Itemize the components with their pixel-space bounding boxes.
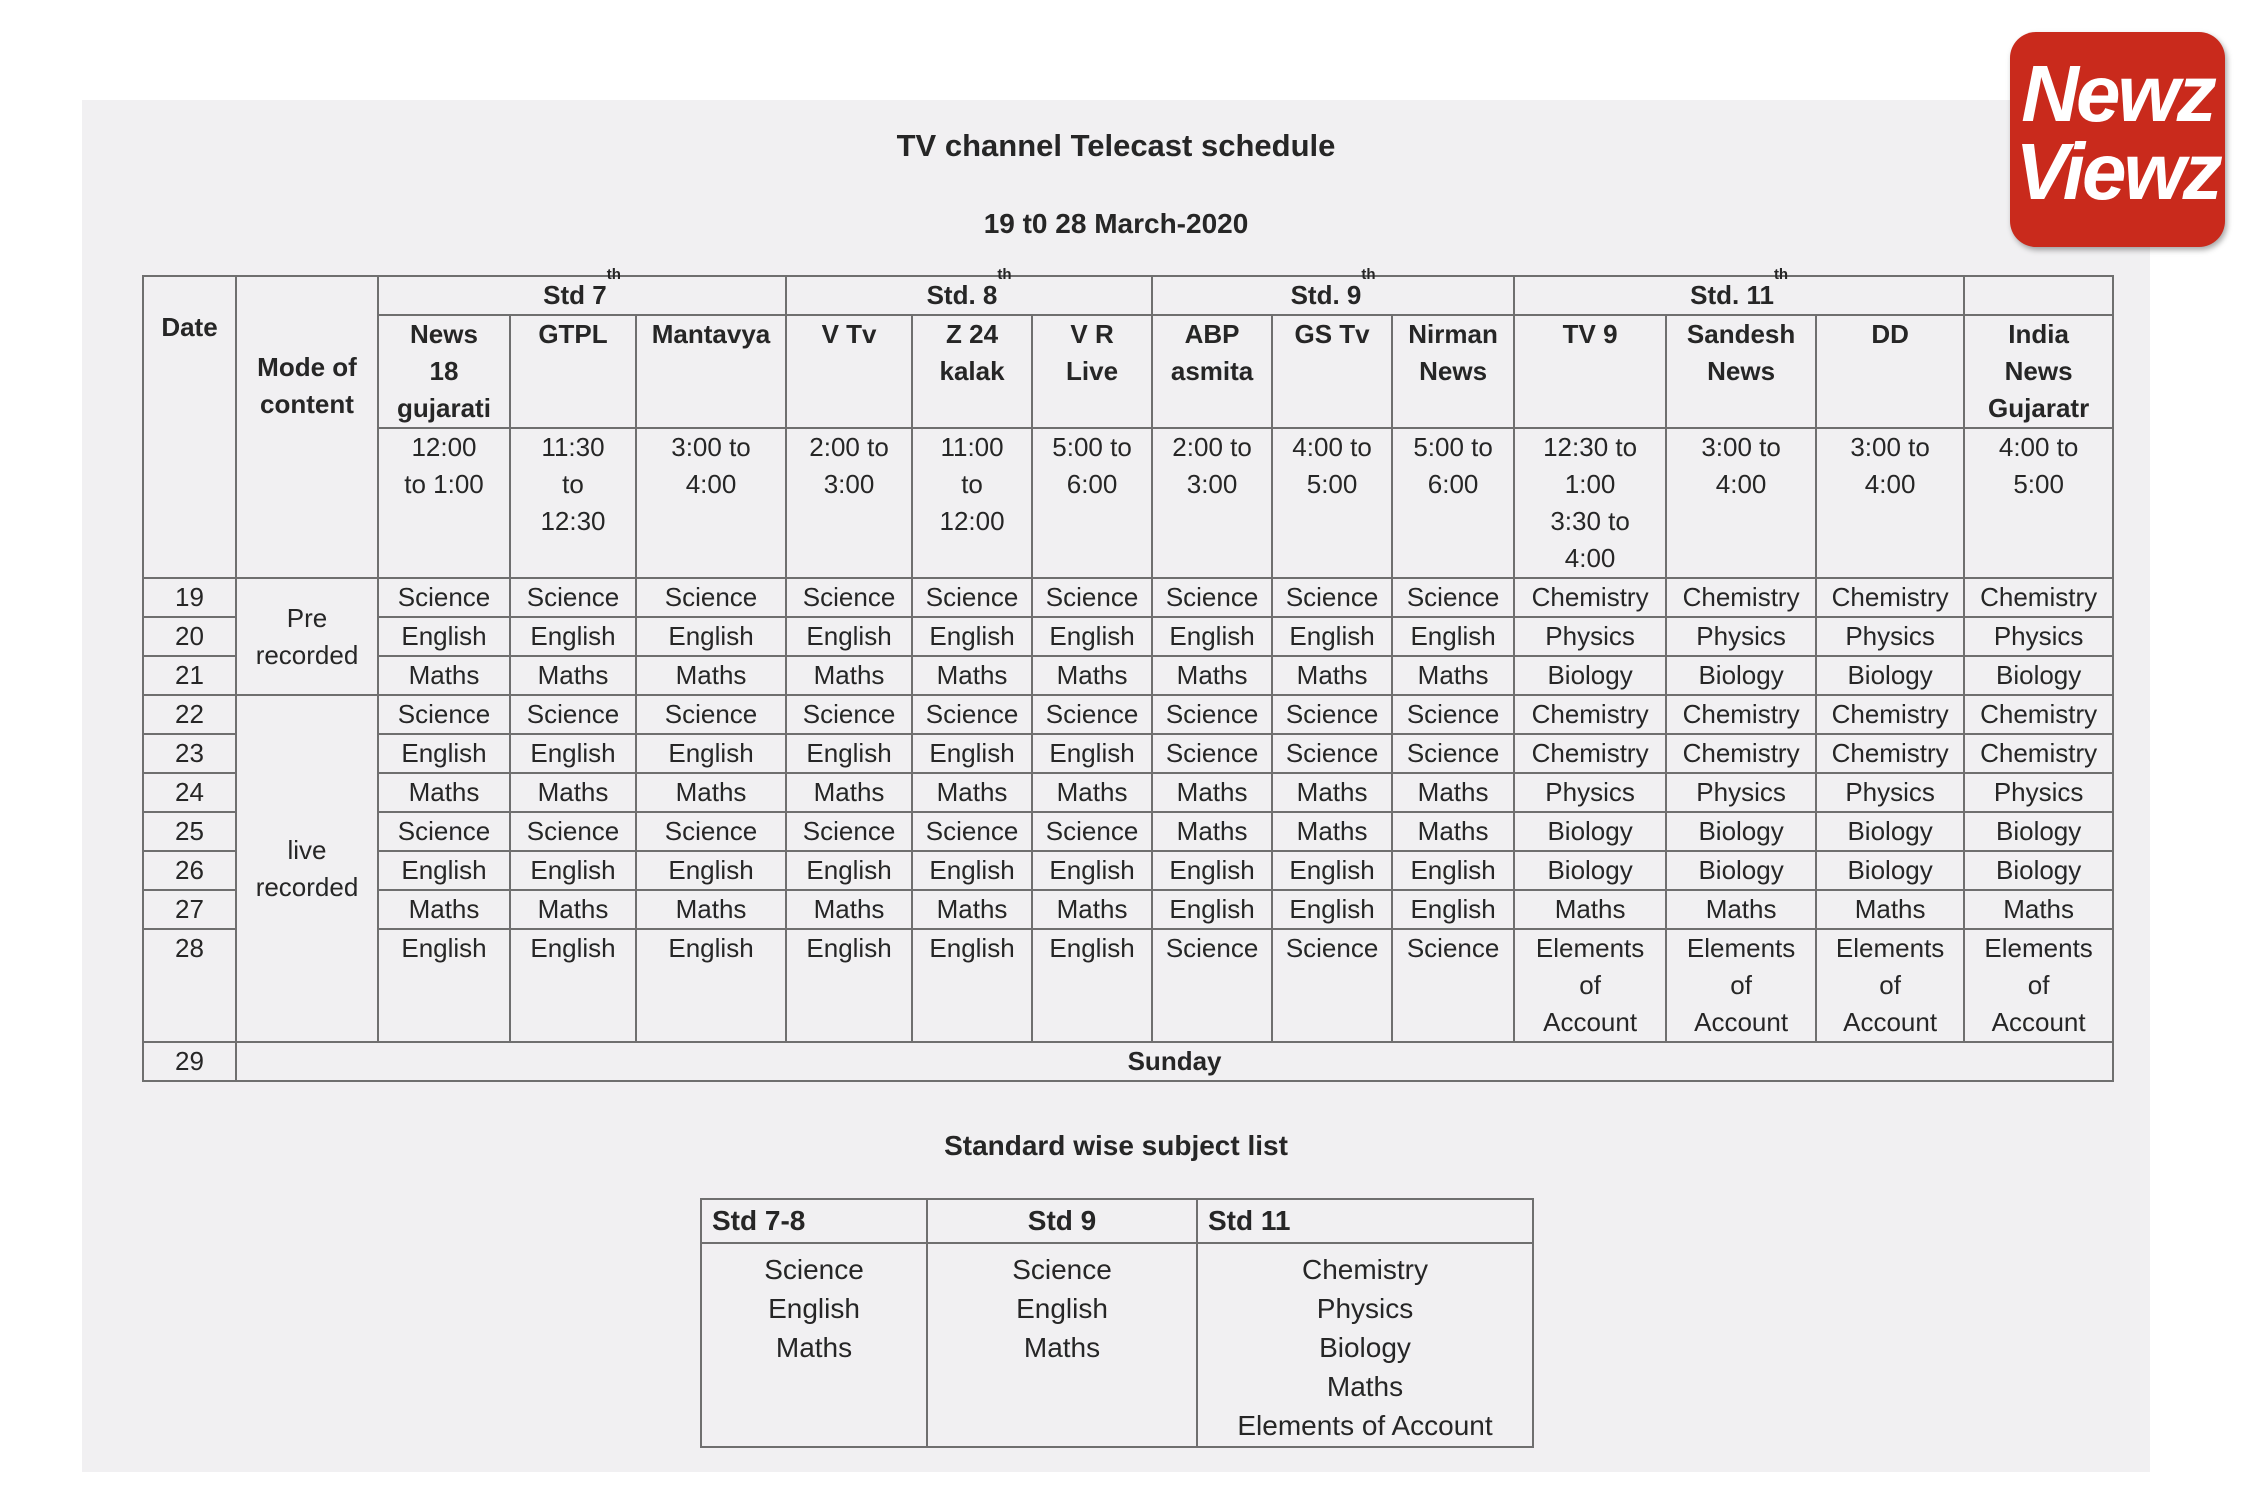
subject-cell: Elements of Account xyxy=(1964,929,2113,1042)
subject-cell: Maths xyxy=(1032,773,1152,812)
channel-name: Z 24 kalak xyxy=(912,315,1032,428)
std-11-header: Std. 11th xyxy=(1514,276,1964,315)
channel-name: Nirman News xyxy=(1392,315,1514,428)
subject-cell: Biology xyxy=(1514,812,1666,851)
table-row xyxy=(143,851,2113,890)
subject-cell: Science xyxy=(1152,929,1272,1042)
subject-cell: Biology xyxy=(1816,812,1964,851)
date-cell: 25 xyxy=(143,812,236,851)
subject-cell: Physics xyxy=(1816,617,1964,656)
subject-cell: Chemistry xyxy=(1666,695,1816,734)
time-slot: 4:00 to 5:00 xyxy=(1272,428,1392,578)
subject-cell: English xyxy=(636,851,786,890)
subject-cell: Maths xyxy=(1032,890,1152,929)
date-cell: 29 xyxy=(143,1042,236,1081)
subject-cell: Maths xyxy=(1514,890,1666,929)
subject-item: Physics xyxy=(1316,1293,1414,1324)
subject-cell: English xyxy=(510,929,636,1042)
subject-cell: Biology xyxy=(1514,656,1666,695)
subject-cell: English xyxy=(912,929,1032,1042)
subject-cell: Science xyxy=(1272,734,1392,773)
subject-cell: English xyxy=(1272,617,1392,656)
sunday-label: Sunday xyxy=(236,1042,2113,1081)
subject-cell: Science xyxy=(636,812,786,851)
subject-cell: Maths xyxy=(636,656,786,695)
channel-name: DD xyxy=(1816,315,1964,428)
sunday-row xyxy=(143,1042,2113,1081)
subject-cell: Science xyxy=(1032,812,1152,851)
subject-cell: Maths xyxy=(510,890,636,929)
subject-cell: Science xyxy=(1272,695,1392,734)
logo-line-1: Newz xyxy=(2021,49,2214,138)
subject-cell: Chemistry xyxy=(1964,578,2113,617)
subject-cell: Science xyxy=(1392,734,1514,773)
subject-cell: Science xyxy=(1152,695,1272,734)
subject-cell: English xyxy=(1272,851,1392,890)
subject-cell: Science xyxy=(1152,578,1272,617)
subject-cell: English xyxy=(1392,890,1514,929)
subject-cell: Maths xyxy=(1152,773,1272,812)
subject-item: Maths xyxy=(1023,1332,1101,1363)
subject-cell: Maths xyxy=(1392,812,1514,851)
subject-item: English xyxy=(768,1293,860,1324)
subject-cell: Chemistry xyxy=(1964,695,2113,734)
subject-item: Chemistry xyxy=(1301,1254,1428,1285)
date-cell: 24 xyxy=(143,773,236,812)
subject-item: English xyxy=(1016,1293,1108,1324)
subject-cell: Science xyxy=(1272,929,1392,1042)
subject-cell: Maths xyxy=(1272,656,1392,695)
subject-cell: Science xyxy=(378,578,510,617)
subject-cell: Biology xyxy=(1514,851,1666,890)
std-8-header: Std. 8th xyxy=(786,276,1152,315)
time-slot-row xyxy=(143,428,2113,578)
subject-cell: Maths xyxy=(636,773,786,812)
subject-cell: Science xyxy=(510,578,636,617)
subject-cell: Biology xyxy=(1964,656,2113,695)
subject-cell: Science xyxy=(786,812,912,851)
table-row xyxy=(143,656,2113,695)
subject-cell: English xyxy=(1152,851,1272,890)
subject-cell: Science xyxy=(378,812,510,851)
subject-cell: Chemistry xyxy=(1666,578,1816,617)
subject-cell: Maths xyxy=(1964,890,2113,929)
subject-cell: English xyxy=(1032,617,1152,656)
std-9-header: Std. 9th xyxy=(1152,276,1514,315)
mode-header: Mode of content xyxy=(236,276,378,578)
subject-cell: Physics xyxy=(1816,773,1964,812)
subject-cell: Science xyxy=(1392,695,1514,734)
subject-cell: Science xyxy=(510,812,636,851)
channel-name: ABP asmita xyxy=(1152,315,1272,428)
subject-cell: Chemistry xyxy=(1816,734,1964,773)
table-row xyxy=(143,617,2113,656)
subject-cell: Elements of Account xyxy=(1816,929,1964,1042)
subject-body-row xyxy=(701,1243,1533,1447)
subject-cell: Science xyxy=(636,695,786,734)
subject-cell: English xyxy=(510,617,636,656)
subject-cell: Science xyxy=(786,695,912,734)
subject-cell: English xyxy=(510,734,636,773)
subject-cell: English xyxy=(1272,890,1392,929)
subject-cell: Chemistry xyxy=(1514,695,1666,734)
subject-cell: Chemistry xyxy=(1964,734,2113,773)
subject-header-row xyxy=(701,1199,1533,1243)
channel-name: GS Tv xyxy=(1272,315,1392,428)
subject-cell: Science xyxy=(1392,578,1514,617)
table-row xyxy=(143,578,2113,617)
date-cell: 26 xyxy=(143,851,236,890)
subject-cell: English xyxy=(912,617,1032,656)
table-row xyxy=(143,734,2113,773)
channel-name: V Tv xyxy=(786,315,912,428)
subject-cell: Maths xyxy=(1272,812,1392,851)
table-row xyxy=(143,812,2113,851)
subject-cell: Science xyxy=(1392,929,1514,1042)
subject-cell: English xyxy=(636,929,786,1042)
table-row xyxy=(143,890,2113,929)
subject-cell: English xyxy=(912,851,1032,890)
subject-cell: Physics xyxy=(1514,773,1666,812)
subject-cell: English xyxy=(1392,617,1514,656)
subject-cell: Chemistry xyxy=(1666,734,1816,773)
channel-name: Sandesh News xyxy=(1666,315,1816,428)
subject-cell: English xyxy=(1392,851,1514,890)
std-blank-header xyxy=(1964,276,2113,315)
time-slot: 2:00 to 3:00 xyxy=(786,428,912,578)
subject-list-table xyxy=(700,1198,1534,1448)
subject-cell: Science xyxy=(510,695,636,734)
subject-cell: Maths xyxy=(378,656,510,695)
subject-cell: Science xyxy=(912,578,1032,617)
page-title: TV channel Telecast schedule xyxy=(896,128,1336,163)
subject-cell: Science xyxy=(912,812,1032,851)
subject-cell: Maths xyxy=(510,656,636,695)
subject-cell: Science xyxy=(1152,734,1272,773)
subject-cell: Maths xyxy=(1392,656,1514,695)
channel-name: TV 9 xyxy=(1514,315,1666,428)
subject-cell: Physics xyxy=(1514,617,1666,656)
table-row xyxy=(143,929,2113,1042)
date-cell: 27 xyxy=(143,890,236,929)
subject-item: Maths xyxy=(775,1332,853,1363)
subject-cell: Physics xyxy=(1964,773,2113,812)
subject-cell: Science xyxy=(786,578,912,617)
table-row xyxy=(143,695,2113,734)
subject-cell: Science xyxy=(1032,578,1152,617)
subject-cell: English xyxy=(786,851,912,890)
subject-cell: Maths xyxy=(378,773,510,812)
schedule-table xyxy=(142,266,2114,1082)
date-cell: 20 xyxy=(143,617,236,656)
date-cell: 19 xyxy=(143,578,236,617)
schedule-body xyxy=(143,578,2113,1081)
time-slot: 12:00 to 1:00 xyxy=(378,428,510,578)
std-7-header: Std 7th xyxy=(378,276,786,315)
subject-cell: English xyxy=(1152,617,1272,656)
subject-cell: Maths xyxy=(1032,656,1152,695)
subject-cell: English xyxy=(1032,929,1152,1042)
subject-cell: English xyxy=(510,851,636,890)
subject-cell: Maths xyxy=(1666,890,1816,929)
subject-cell: Biology xyxy=(1666,851,1816,890)
subject-header: Std 9 xyxy=(927,1199,1197,1243)
subject-cell: Maths xyxy=(786,890,912,929)
subject-cell: Biology xyxy=(1816,851,1964,890)
subject-cell: Physics xyxy=(1666,617,1816,656)
time-slot: 11:30 to 12:30 xyxy=(510,428,636,578)
time-slot: 4:00 to 5:00 xyxy=(1964,428,2113,578)
time-slot: 12:30 to 1:00 3:30 to 4:00 xyxy=(1514,428,1666,578)
subject-cell: English xyxy=(786,734,912,773)
channel-name: V R Live xyxy=(1032,315,1152,428)
subject-cell: English xyxy=(1032,851,1152,890)
subject-cell: Maths xyxy=(912,773,1032,812)
time-slot: 2:00 to 3:00 xyxy=(1152,428,1272,578)
subject-cell: Maths xyxy=(786,773,912,812)
subject-column xyxy=(1197,1243,1533,1447)
subject-cell: Science xyxy=(378,695,510,734)
channel-name: GTPL xyxy=(510,315,636,428)
subject-item: Maths xyxy=(1326,1371,1404,1402)
subject-cell: Biology xyxy=(1964,851,2113,890)
subject-cell: English xyxy=(636,734,786,773)
time-slot: 3:00 to 4:00 xyxy=(636,428,786,578)
channel-name: News 18 gujarati xyxy=(378,315,510,428)
subject-cell: Chemistry xyxy=(1816,695,1964,734)
date-range: 19 t0 28 March-2020 xyxy=(983,208,1249,239)
channel-name: India News Gujaratr xyxy=(1964,315,2113,428)
time-slot: 3:00 to 4:00 xyxy=(1816,428,1964,578)
date-header: Date xyxy=(143,276,236,578)
subject-cell: Maths xyxy=(510,773,636,812)
time-slot: 3:00 to 4:00 xyxy=(1666,428,1816,578)
subject-list-title: Standard wise subject list xyxy=(944,1130,1288,1161)
subject-cell: Science xyxy=(1032,695,1152,734)
subject-cell: Maths xyxy=(1272,773,1392,812)
subject-header: Std 7-8 xyxy=(701,1199,927,1243)
subject-cell: Chemistry xyxy=(1514,578,1666,617)
channel-header-row xyxy=(143,315,2113,428)
subject-cell: Maths xyxy=(636,890,786,929)
subject-cell: English xyxy=(1152,890,1272,929)
subject-cell: Chemistry xyxy=(1816,578,1964,617)
subject-item: Biology xyxy=(1319,1332,1411,1363)
subject-cell: English xyxy=(786,929,912,1042)
time-slot: 5:00 to 6:00 xyxy=(1392,428,1514,578)
date-cell: 28 xyxy=(143,929,236,1042)
subject-cell: Biology xyxy=(1666,656,1816,695)
subject-cell: English xyxy=(1032,734,1152,773)
subject-item: Elements of Account xyxy=(1237,1410,1493,1441)
subject-cell: English xyxy=(378,734,510,773)
channel-name: Mantavya xyxy=(636,315,786,428)
subject-cell: Maths xyxy=(1152,812,1272,851)
subject-cell: Science xyxy=(912,695,1032,734)
date-cell: 23 xyxy=(143,734,236,773)
logo-line-2: Viewz xyxy=(2015,127,2220,216)
subject-cell: Physics xyxy=(1666,773,1816,812)
subject-cell: Physics xyxy=(1964,617,2113,656)
subject-cell: English xyxy=(912,734,1032,773)
standard-header-row xyxy=(143,276,2113,315)
table-row xyxy=(143,773,2113,812)
time-slot: 11:00 to 12:00 xyxy=(912,428,1032,578)
subject-cell: Maths xyxy=(786,656,912,695)
subject-header: Std 11 xyxy=(1197,1199,1533,1243)
mode-pre-recorded: Pre recorded xyxy=(236,578,378,695)
subject-cell: Biology xyxy=(1816,656,1964,695)
subject-cell: Maths xyxy=(912,656,1032,695)
subject-cell: Elements of Account xyxy=(1666,929,1816,1042)
date-cell: 22 xyxy=(143,695,236,734)
mode-live-recorded: live recorded xyxy=(236,695,378,1042)
subject-cell: Maths xyxy=(1816,890,1964,929)
subject-item: Science xyxy=(1012,1254,1112,1285)
subject-cell: Elements of Account xyxy=(1514,929,1666,1042)
subject-cell: English xyxy=(378,851,510,890)
subject-cell: Maths xyxy=(1152,656,1272,695)
subject-column xyxy=(701,1243,927,1447)
subject-cell: English xyxy=(786,617,912,656)
subject-item: Science xyxy=(764,1254,864,1285)
subject-cell: English xyxy=(636,617,786,656)
time-slot: 5:00 to 6:00 xyxy=(1032,428,1152,578)
subject-cell: English xyxy=(378,617,510,656)
subject-cell: Science xyxy=(636,578,786,617)
subject-cell: Biology xyxy=(1964,812,2113,851)
subject-cell: Maths xyxy=(378,890,510,929)
date-cell: 21 xyxy=(143,656,236,695)
subject-cell: Biology xyxy=(1666,812,1816,851)
subject-cell: Maths xyxy=(1392,773,1514,812)
subject-cell: English xyxy=(378,929,510,1042)
subject-cell: Chemistry xyxy=(1514,734,1666,773)
subject-cell: Maths xyxy=(912,890,1032,929)
subject-cell: Science xyxy=(1272,578,1392,617)
subject-column xyxy=(927,1243,1197,1447)
